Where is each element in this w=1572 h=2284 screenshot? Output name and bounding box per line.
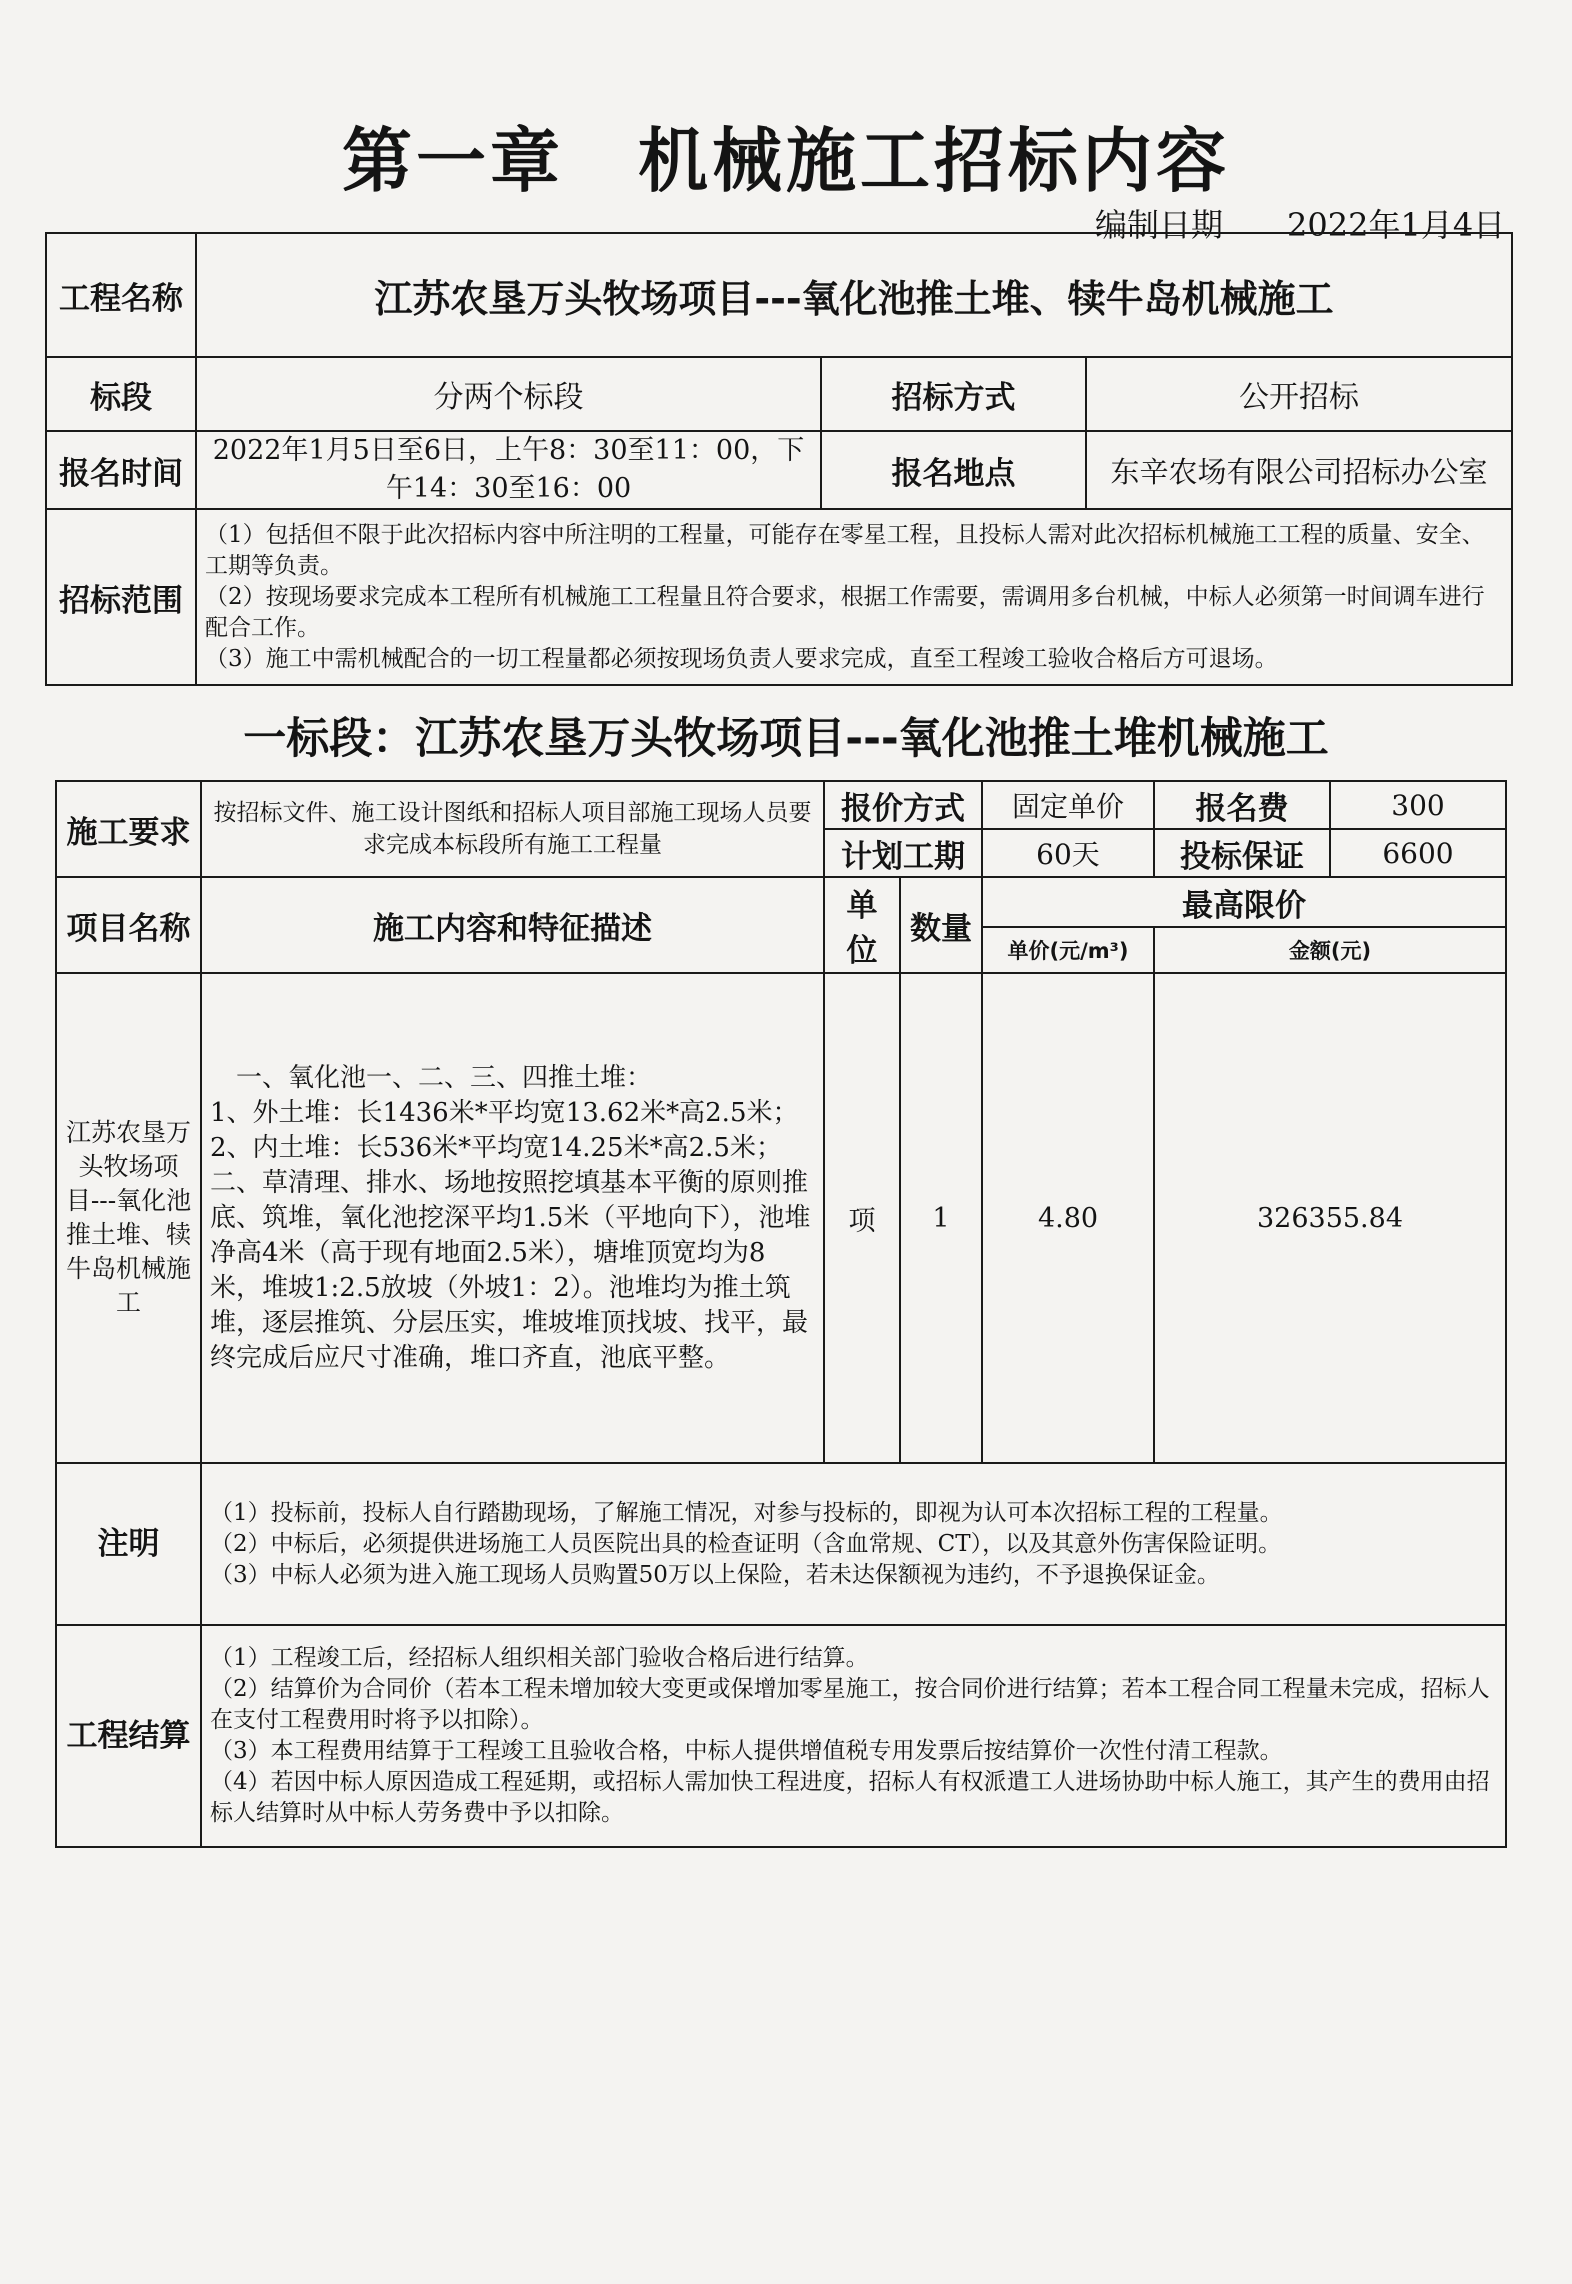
item-name: 江苏农垦万头牧场项目---氧化池推土堆、犊牛岛机械施工 — [56, 973, 201, 1463]
fee-label: 报名费 — [1154, 781, 1330, 829]
scope-item: （2）按现场要求完成本工程所有机械施工工程量且符合要求，根据工作需要，需调用多台机械，中标人必须第一时间调车进行配合工作。 — [205, 583, 1485, 641]
item-desc — [201, 973, 824, 1463]
note-list — [201, 1463, 1506, 1625]
settle-list — [201, 1625, 1506, 1847]
note-label: 注明 — [56, 1463, 201, 1625]
quote-value: 固定单价 — [982, 781, 1154, 829]
req-label: 施工要求 — [56, 781, 201, 877]
reg-place-value: 东辛农场有限公司招标办公室 — [1086, 431, 1512, 509]
section1-table — [55, 780, 1507, 1848]
section-value: 分两个标段 — [196, 357, 821, 431]
method-value: 公开招标 — [1086, 357, 1512, 431]
compile-date-value: 2022年1月4日 — [1287, 206, 1506, 244]
req-value: 按招标文件、施工设计图纸和招标人项目部施工现场人员要求完成本标段所有施工工程量 — [201, 781, 824, 877]
page-title: 第一章 机械施工招标内容 — [342, 120, 1230, 202]
scope-label: 招标范围 — [46, 509, 196, 685]
scope-list — [196, 509, 1512, 685]
settle-item: （2）结算价为合同价（若本工程未增加较大变更或保增加零星施工，按合同价进行结算；若本工程合同工程量未完成，招标人在支付工程费用时将予以扣除）。 — [210, 1676, 1490, 1733]
period-value: 60天 — [982, 829, 1154, 877]
col-limit-header: 最高限价 — [982, 877, 1506, 927]
deposit-value: 6600 — [1330, 829, 1506, 877]
desc-line: 二、草清理、排水、场地按照挖填基本平衡的原则推底、筑堆，氧化池挖深平均1.5米（平地向下），池堆净高4米（高于现有地面2.5米），塘堆顶宽均为8米，堆坡1:2.5放坡（外坡1：2）。池堆均为推土筑堆，逐层推筑、分层压实，堆坡堆顶找坡、找平，最终完成后应尺寸准确，堆口齐直，池底平整。 — [210, 1167, 811, 1373]
col-item-header: 项目名称 — [56, 877, 201, 973]
desc-line: 2、内土堆：长536米*平均宽14.25米*高2.5米； — [210, 1132, 782, 1163]
info-table — [45, 232, 1513, 686]
deposit-label: 投标保证 — [1154, 829, 1330, 877]
project-name: 江苏农垦万头牧场项目---氧化池推土堆、犊牛岛机械施工 — [196, 233, 1512, 357]
col-unit-header: 单位 — [824, 877, 900, 973]
reg-time-label: 报名时间 — [46, 431, 196, 509]
reg-place-label: 报名地点 — [821, 431, 1086, 509]
scope-item: （3）施工中需机械配合的一切工程量都必须按现场负责人要求完成，直至工程竣工验收合格后方可退场。 — [205, 645, 1278, 672]
item-amount: 326355.84 — [1154, 973, 1506, 1463]
note-item: （2）中标后，必须提供进场施工人员医院出具的检查证明（含血常规、CT），以及其意外伤害保险证明。 — [210, 1530, 1282, 1557]
note-item: （1）投标前，投标人自行踏勘现场，了解施工情况，对参与投标的，即视为认可本次招标工程的工程量。 — [210, 1499, 1283, 1526]
desc-line: 一、氧化池一、二、三、四推土堆： — [210, 1062, 653, 1093]
settle-item: （3）本工程费用结算于工程竣工且验收合格，中标人提供增值税专用发票后按结算价一次性付清工程款。 — [210, 1738, 1283, 1764]
settle-label: 工程结算 — [56, 1625, 201, 1847]
col-price-header: 单价(元/m³) — [982, 927, 1154, 973]
scope-item: （1）包括但不限于此次招标内容中所注明的工程量，可能存在零星工程，且投标人需对此次招标机械施工工程的质量、安全、工期等负责。 — [205, 521, 1485, 579]
item-price: 4.80 — [982, 973, 1154, 1463]
compile-date-label: 编制日期 — [1095, 206, 1224, 244]
table-row — [56, 973, 1506, 1463]
quote-label: 报价方式 — [824, 781, 982, 829]
col-desc-header: 施工内容和特征描述 — [201, 877, 824, 973]
item-unit: 项 — [824, 973, 900, 1463]
item-qty: 1 — [900, 973, 982, 1463]
note-item: （3）中标人必须为进入施工现场人员购置50万以上保险，若未达保额视为违约，不予退换保证金。 — [210, 1561, 1220, 1588]
section-label: 标段 — [46, 357, 196, 431]
project-name-label: 工程名称 — [46, 233, 196, 357]
reg-time-value: 2022年1月5日至6日，上午8：30至11：00，下午14：30至16：00 — [196, 431, 821, 509]
desc-line: 1、外土堆：长1436米*平均宽13.62米*高2.5米； — [210, 1097, 799, 1128]
method-label: 招标方式 — [821, 357, 1086, 431]
section1-title: 一标段：江苏农垦万头牧场项目---氧化池推土堆机械施工 — [243, 714, 1329, 764]
col-qty-header: 数量 — [900, 877, 982, 973]
col-amount-header: 金额(元) — [1154, 927, 1506, 973]
fee-value: 300 — [1330, 781, 1506, 829]
period-label: 计划工期 — [824, 829, 982, 877]
settle-item: （1）工程竣工后，经招标人组织相关部门验收合格后进行结算。 — [210, 1645, 869, 1671]
settle-item: （4）若因中标人原因造成工程延期，或招标人需加快工程进度，招标人有权派遣工人进场协助中标人施工，其产生的费用由招标人结算时从中标人劳务费中予以扣除。 — [210, 1769, 1490, 1826]
